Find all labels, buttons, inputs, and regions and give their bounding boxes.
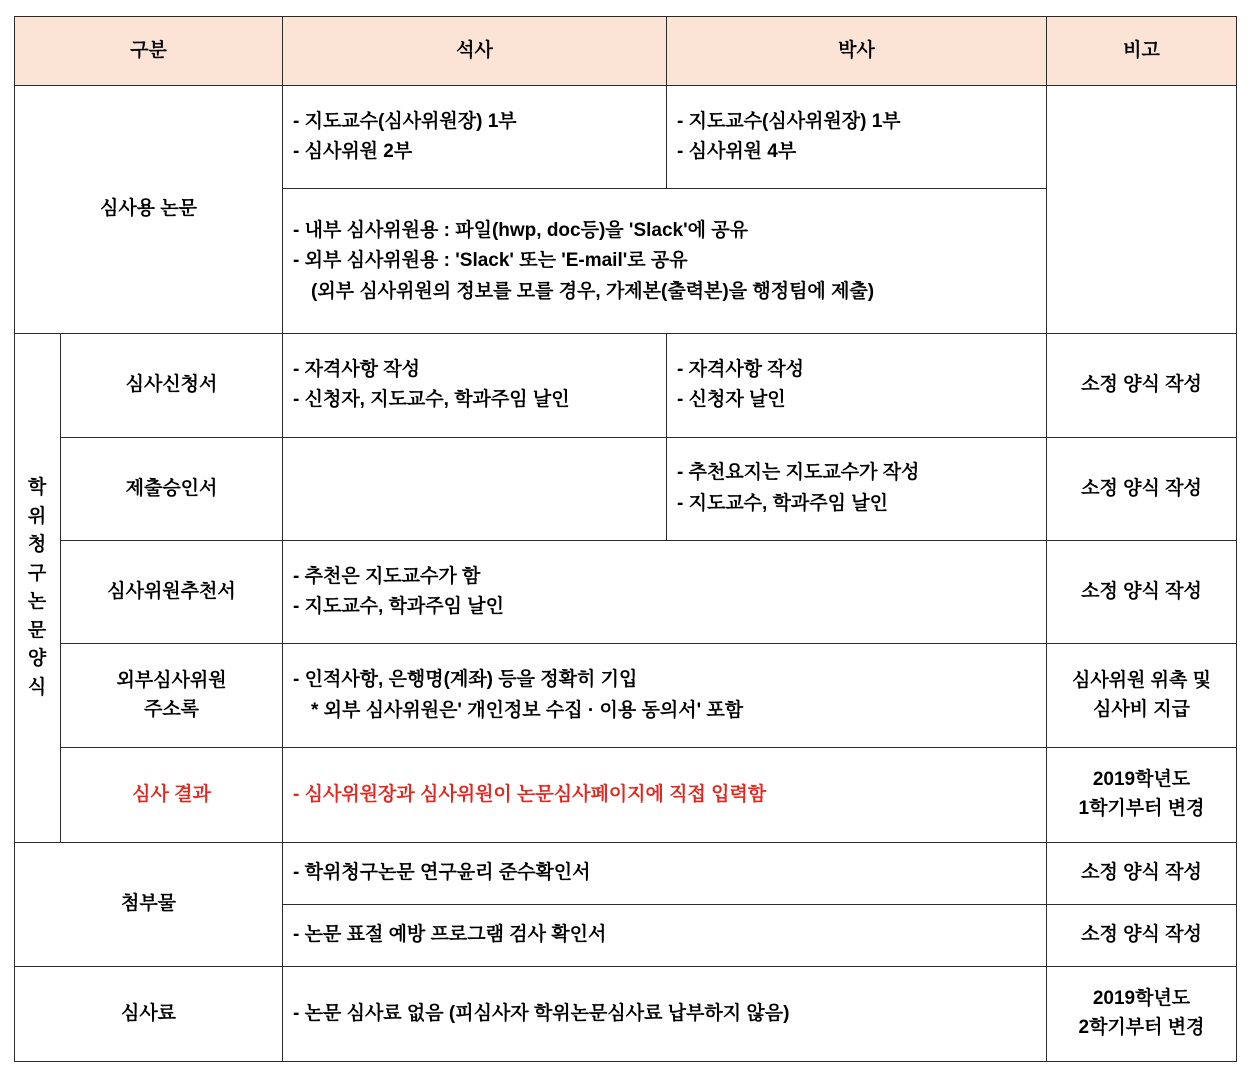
vertical-char-4: 구: [27, 562, 48, 584]
table-header-row: [15, 17, 1237, 86]
thesis-masters-copies: [283, 86, 667, 189]
thesis-doctoral-copies-line-2: - 심사위원 4부: [677, 141, 797, 163]
thesis-doctoral-copies-line-1: - 지도교수(심사위원장) 1부: [677, 110, 901, 132]
row-label-review-fee: 심사료: [15, 966, 283, 1061]
thesis-remarks: [1047, 86, 1237, 334]
thesis-sharing-line-3: (외부 심사위원의 정보를 모를 경우, 가제본(출력본)을 행정팀에 제출): [311, 280, 875, 302]
header-cell-doctoral: 박사: [667, 17, 1047, 86]
form-application-doctoral: [667, 334, 1047, 437]
review-fee-remarks: [1047, 966, 1237, 1061]
table-row: [15, 86, 1237, 189]
form-committee-recommendation-content: [283, 540, 1047, 643]
thesis-masters-copies-line-1: - 지도교수(심사위원장) 1부: [293, 110, 517, 132]
thesis-masters-copies-line-2: - 심사위원 2부: [293, 141, 413, 163]
header-cell-remarks: 비고: [1047, 17, 1237, 86]
form-external-committee-line-1: - 인적사항, 은행명(계좌) 등을 정확히 기입: [293, 669, 638, 691]
table-row: [15, 540, 1237, 643]
table-row: [15, 334, 1237, 437]
form-submission-approval-masters: [283, 437, 667, 540]
form-submission-approval-doctoral-line-2: - 지도교수, 학과주임 날인: [677, 492, 888, 514]
form-committee-recommendation-remarks: 소정 양식 작성: [1047, 540, 1237, 643]
header-cell-masters: 석사: [283, 17, 667, 86]
table-row: [15, 644, 1237, 747]
attachment-remarks-2: 소정 양식 작성: [1047, 904, 1237, 966]
table-row: [15, 747, 1237, 842]
vertical-char-5: 논: [27, 591, 48, 613]
row-label-thesis: 심사용 논문: [15, 86, 283, 334]
form-committee-recommendation-line-2: - 지도교수, 학과주임 날인: [293, 596, 504, 618]
form-review-result-remarks-line-2: 1학기부터 변경: [1078, 797, 1205, 819]
form-review-result-remarks: [1047, 747, 1237, 842]
form-application-doctoral-line-2: - 신청자 날인: [677, 389, 786, 411]
form-submission-approval-doctoral-line-1: - 추천요지는 지도교수가 작성: [677, 462, 920, 484]
thesis-sharing-info: [283, 189, 1047, 334]
form-review-result-content: [283, 747, 1047, 842]
form-external-committee-remarks-line-2: 심사비 지급: [1092, 698, 1191, 720]
form-application-doctoral-line-1: - 자격사항 작성: [677, 358, 805, 380]
review-fee-remarks-line-1: 2019학년도: [1092, 988, 1191, 1010]
form-name-submission-approval: 제출승인서: [61, 437, 283, 540]
attachment-content-2: [283, 904, 1047, 966]
vertical-char-2: 위: [27, 505, 48, 527]
form-name-application: 심사신청서: [61, 334, 283, 437]
review-fee-remarks-line-2: 2학기부터 변경: [1078, 1016, 1205, 1038]
thesis-sharing-line-1: - 내부 심사위원용 : 파일(hwp, doc등)을 'Slack'에 공유: [293, 219, 748, 241]
row-label-degree-forms: [15, 334, 61, 843]
row-label-attachments: 첨부물: [15, 842, 283, 966]
thesis-doctoral-copies: [667, 86, 1047, 189]
form-application-remarks: 소정 양식 작성: [1047, 334, 1237, 437]
vertical-char-3: 청: [27, 534, 48, 556]
form-external-committee-remarks: [1047, 644, 1237, 747]
form-submission-approval-doctoral: [667, 437, 1047, 540]
review-fee-content: [283, 966, 1047, 1061]
form-application-masters-line-2: - 신청자, 지도교수, 학과주임 날인: [293, 389, 570, 411]
vertical-char-1: 학: [27, 477, 48, 499]
review-fee-line-1: - 논문 심사료 없음 (피심사자 학위논문심사료 납부하지 않음): [293, 1002, 790, 1024]
form-application-masters: [283, 334, 667, 437]
form-application-masters-line-1: - 자격사항 작성: [293, 358, 421, 380]
header-cell-category: 구분: [15, 17, 283, 86]
form-name-external-line-2: 주소록: [143, 698, 200, 720]
vertical-char-6: 문: [27, 619, 48, 641]
form-name-external-line-1: 외부심사위원: [116, 670, 227, 692]
vertical-char-7: 양: [27, 648, 48, 670]
table-row: [15, 437, 1237, 540]
form-name-committee-recommendation: 심사위원추천서: [61, 540, 283, 643]
form-name-external-committee-directory: [61, 644, 283, 747]
requirements-table: [14, 16, 1237, 1062]
attachment-content-1-line-1: - 학위청구논문 연구윤리 준수확인서: [293, 862, 591, 884]
form-external-committee-remarks-line-1: 심사위원 위촉 및: [1071, 670, 1212, 692]
attachment-content-1: [283, 842, 1047, 904]
thesis-sharing-line-2: - 외부 심사위원용 : 'Slack' 또는 'E-mail'로 공유: [293, 250, 688, 272]
form-committee-recommendation-line-1: - 추천은 지도교수가 함: [293, 565, 481, 587]
form-external-committee-line-2: * 외부 심사위원은' 개인정보 수집 · 이용 동의서' 포함: [311, 699, 744, 721]
form-external-committee-content: [283, 644, 1047, 747]
table-row: [15, 842, 1237, 904]
form-name-review-result: 심사 결과: [61, 747, 283, 842]
vertical-char-8: 식: [27, 676, 48, 698]
attachment-remarks-1: 소정 양식 작성: [1047, 842, 1237, 904]
form-review-result-remarks-line-1: 2019학년도: [1092, 769, 1191, 791]
attachment-content-2-line-1: - 논문 표절 예방 프로그램 검사 확인서: [293, 924, 607, 946]
table-row: [15, 966, 1237, 1061]
form-review-result-line-1: - 심사위원장과 심사위원이 논문심사페이지에 직접 입력함: [293, 783, 767, 805]
form-submission-approval-remarks: 소정 양식 작성: [1047, 437, 1237, 540]
